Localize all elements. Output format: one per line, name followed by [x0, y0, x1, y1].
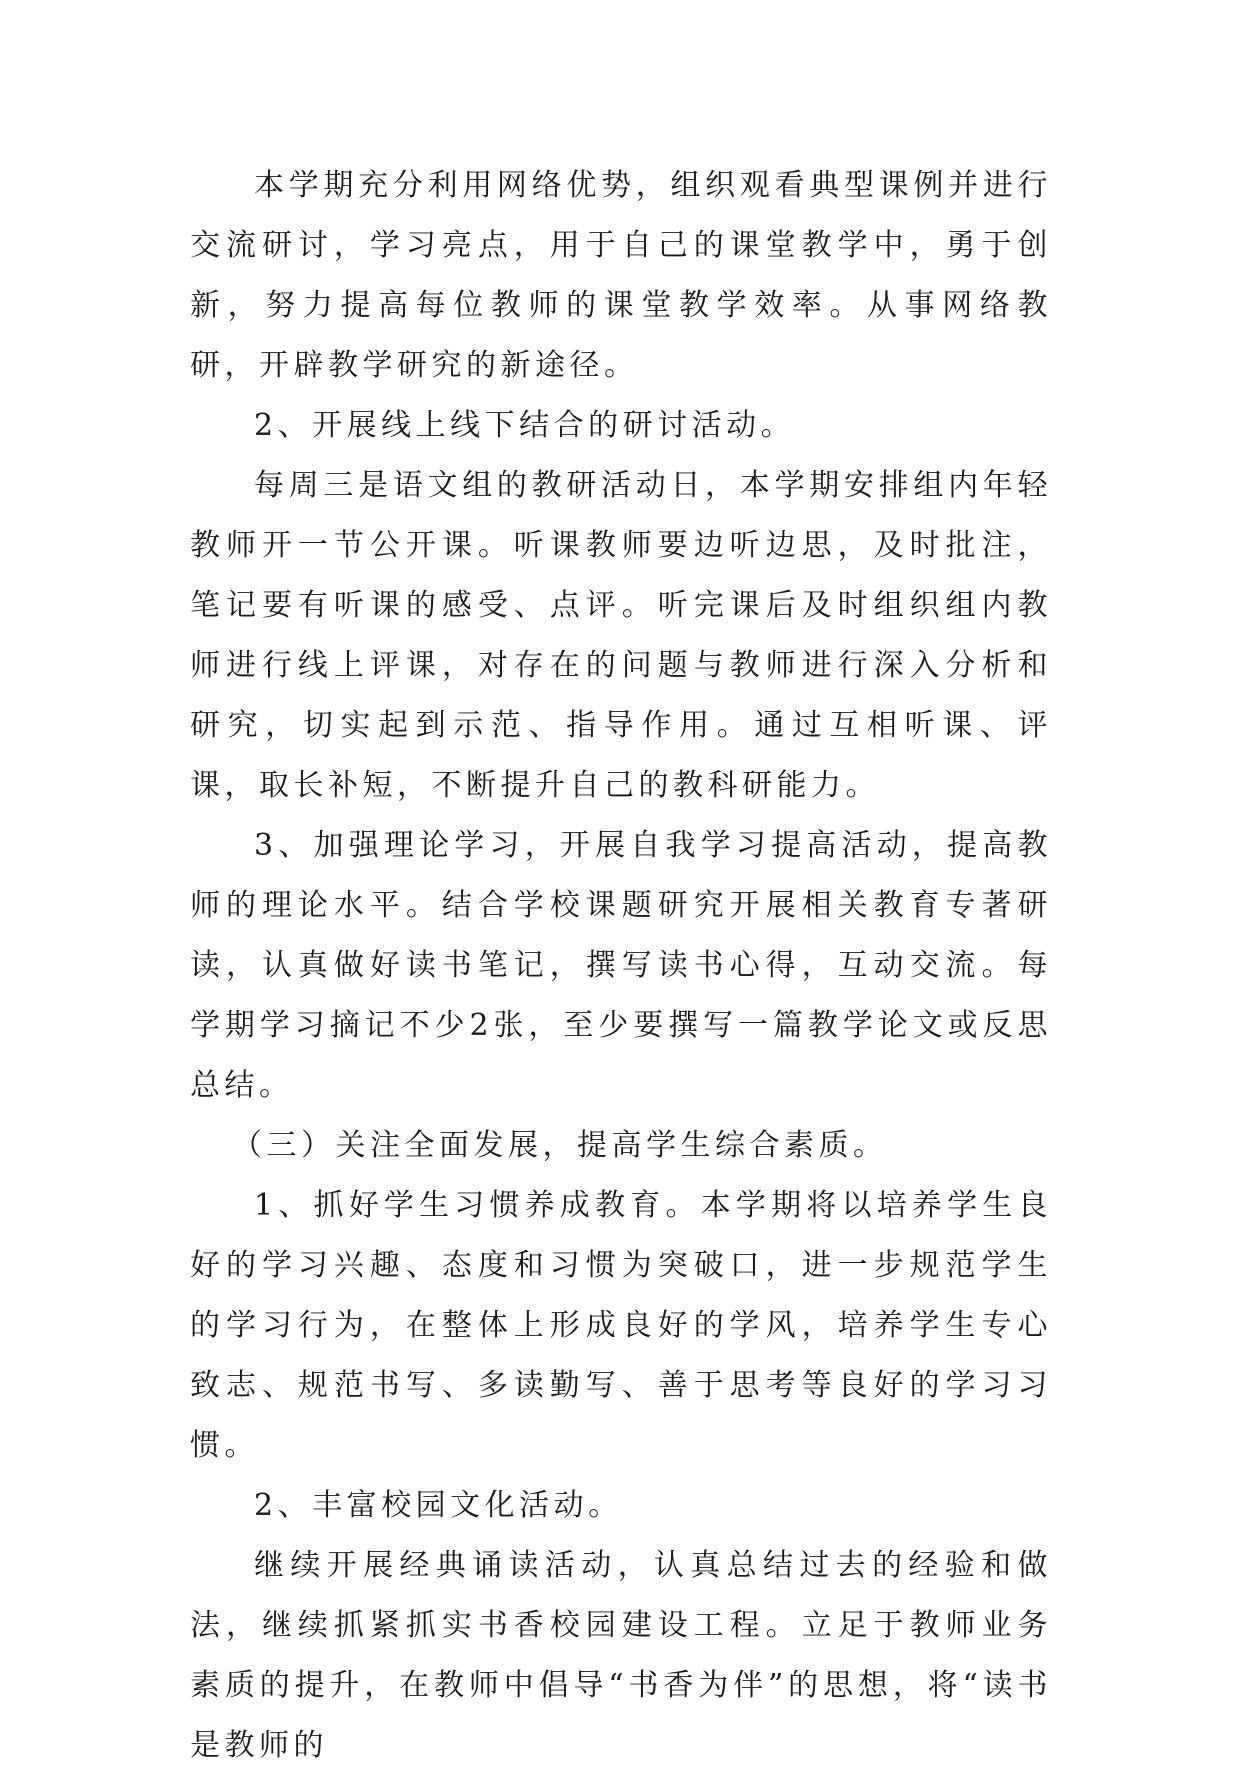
paragraph-network-research: 本学期充分利用网络优势，组织观看典型课例并进行交流研讨，学习亮点，用于自己的课堂教学中，勇于创新，努力提高每位教师的课堂教学效率。从事网络教研，开辟教学研究的新途径。 [190, 168, 1052, 383]
paragraph-weekly-activity: 每周三是语文组的教研活动日，本学期安排组内年轻教师开一节公开课。听课教师要边听边思，及时批注，笔记要有听课的感受、点评。听完课后及时组织组内教师进行线上评课，对存在的问题与教师进行深入分析和研究，切实起到示范、指导作用。通过互相听课、评课，取长补短，不断提升自己的教科研能力。 [190, 468, 1052, 803]
document-body [190, 156, 1052, 1776]
paragraph-classic-reading: 继续开展经典诵读活动，认真总结过去的经验和做法，继续抓紧抓实书香校园建设工程。立足于教师业务素质的提升，在教师中倡导“书香为伴”的思想，将“读书是教师的 [190, 1548, 1052, 1763]
item-2-online-offline: 2、开展线上线下结合的研讨活动。 [254, 408, 796, 443]
item-1-habits: 1、抓好学生习惯养成教育。本学期将以培养学生良好的学习兴趣、态度和习惯为突破口，进一步规范学生的学习行为，在整体上形成良好的学风，培养学生专心致志、规范书写、多读勤写、善于思考等良好的学习习惯。 [190, 1188, 1052, 1463]
item-2-campus-culture: 2、丰富校园文化活动。 [254, 1488, 623, 1523]
item-3-theory-study: 3、加强理论学习，开展自我学习提高活动，提高教师的理论水平。结合学校课题研究开展相关教育专著研读，认真做好读书笔记，撰写读书心得，互动交流。每学期学习摘记不少2张，至少要撰写一篇教学论文或反思总结。 [190, 828, 1052, 1103]
section-3-heading: （三）关注全面发展，提高学生综合素质。 [232, 1128, 888, 1163]
